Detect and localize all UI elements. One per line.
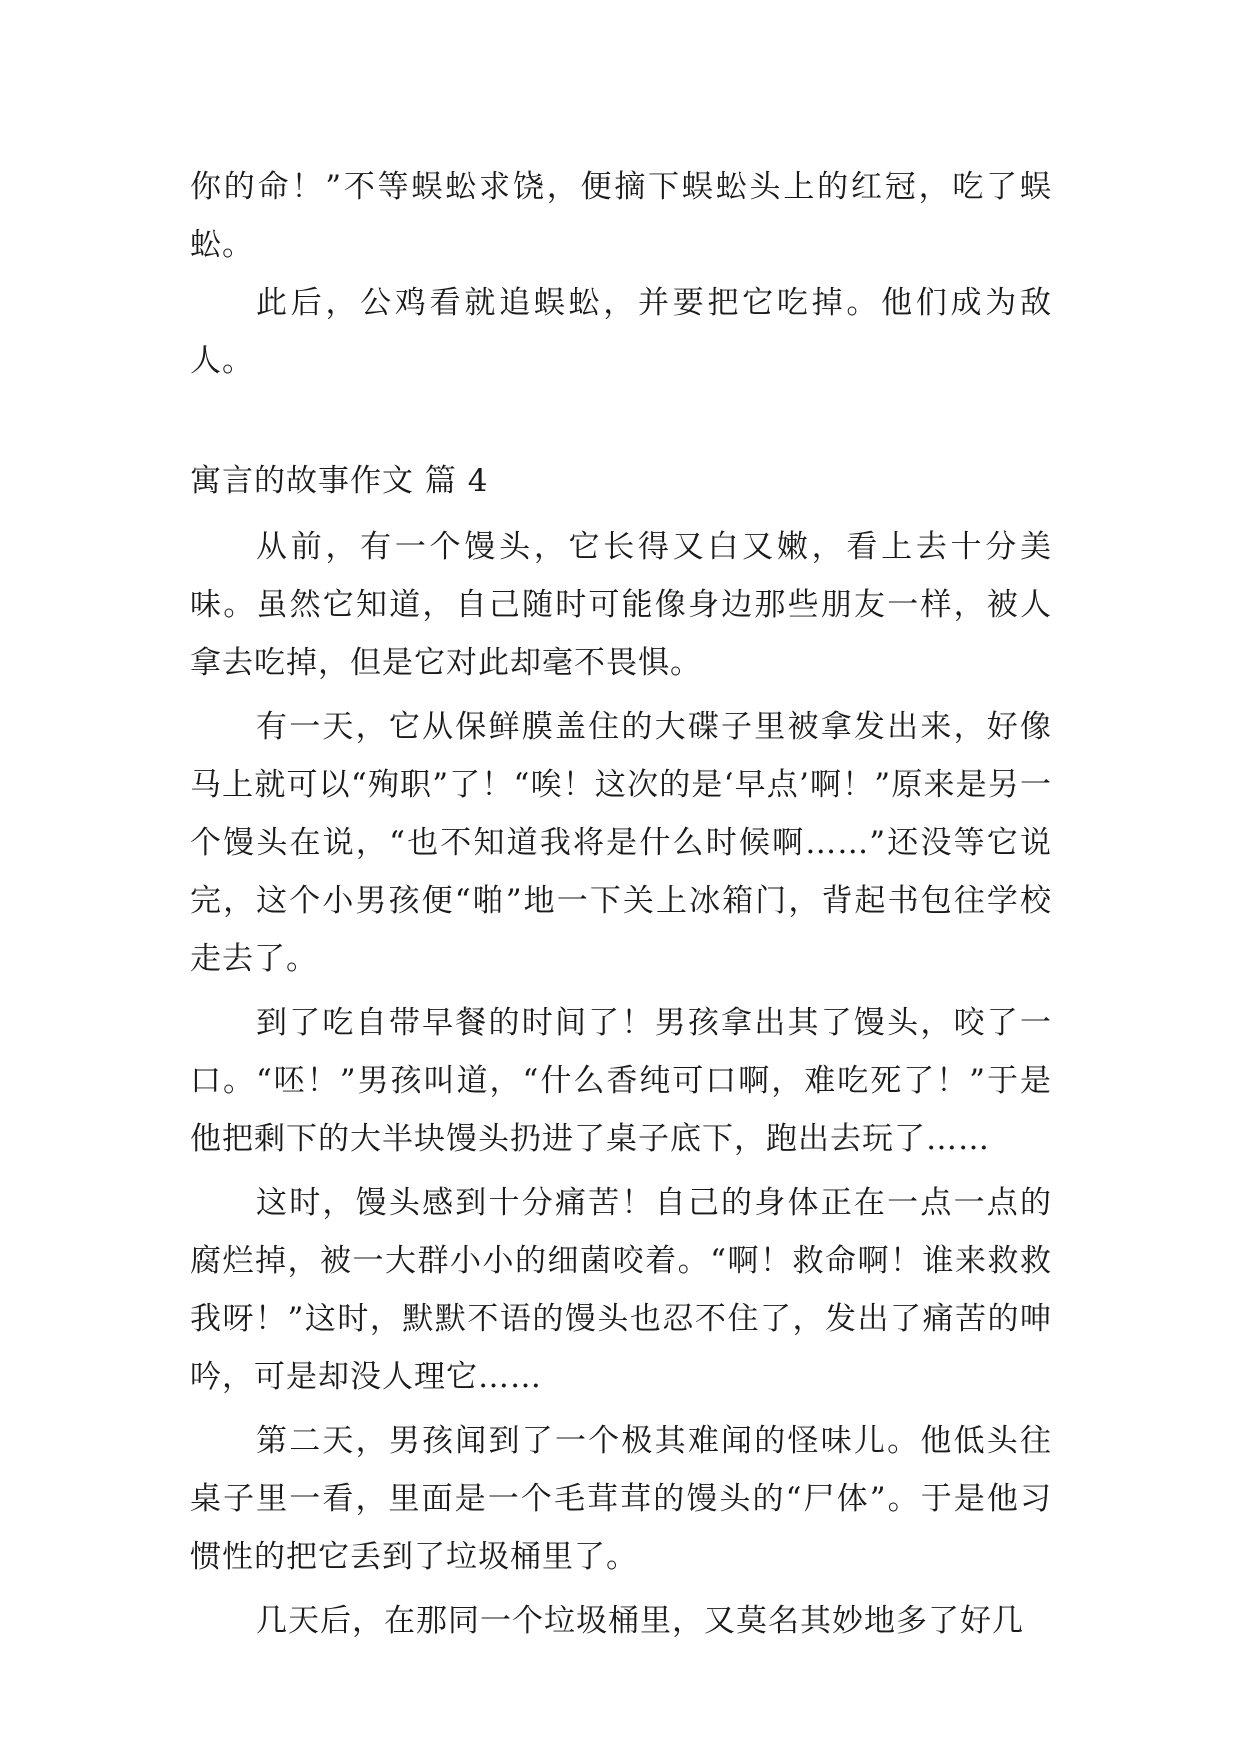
document-page [190,158,1052,1650]
paragraph: 这时，馒头感到十分痛苦！自己的身体正在一点一点的腐烂掉，被一大群小小的细菌咬着。“啊！救命啊！谁来救救我呀！”这时，默默不语的馒头也忍不住了，发出了痛苦的呻吟，可是却没人理它…… [190,1185,1052,1395]
section-title: 寓言的故事作文 篇 4 [190,463,489,499]
paragraph-continuation: 你的命！”不等蜈蚣求饶，便摘下蜈蚣头上的红冠，吃了蜈蚣。 [190,169,1052,263]
paragraph: 到了吃自带早餐的时间了！男孩拿出其了馒头，咬了一口。“呸！”男孩叫道，“什么香纯可口啊，难吃死了！”于是他把剩下的大半块馒头扔进了桌子底下，跑出去玩了…… [190,1005,1052,1157]
paragraph: 从前，有一个馒头，它长得又白又嫩，看上去十分美味。虽然它知道，自己随时可能像身边那些朋友一样，被人拿去吃掉，但是它对此却毫不畏惧。 [190,529,1052,681]
paragraph: 第二天，男孩闻到了一个极其难闻的怪味儿。他低头往桌子里一看，里面是一个毛茸茸的馒头的“尸体”。于是他习惯性的把它丢到了垃圾桶里了。 [190,1423,1052,1575]
paragraph: 几天后，在那同一个垃圾桶里，又莫名其妙地多了好几 [256,1603,1024,1639]
paragraph: 有一天，它从保鲜膜盖住的大碟子里被拿发出来，好像马上就可以“殉职”了！“唉！这次的是‘早点’啊！”原来是另一个馒头在说，“也不知道我将是什么时候啊……”还没等它说完，这个小男孩便“啪”地一下关上冰箱门，背起书包往学校走去了。 [190,709,1052,977]
paragraph-ending: 此后，公鸡看就追蜈蚣，并要把它吃掉。他们成为敌人。 [190,285,1052,379]
